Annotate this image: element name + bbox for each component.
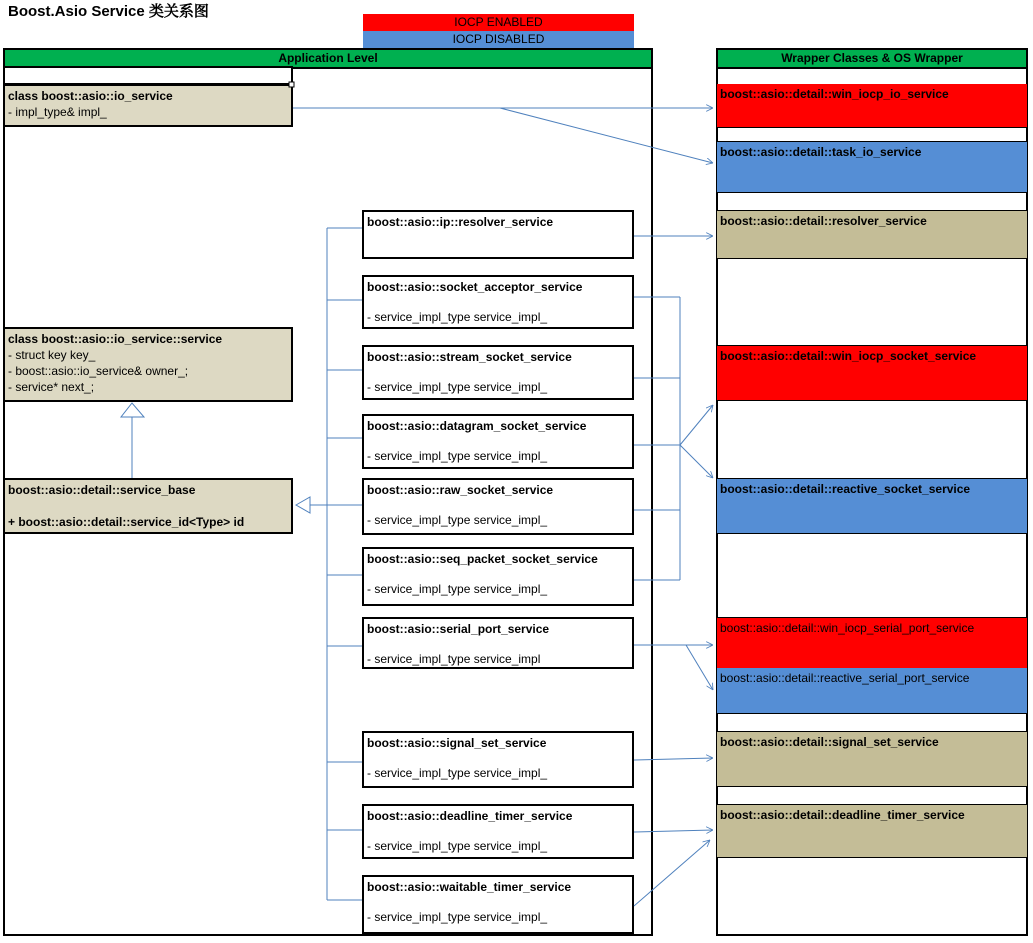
service-name: boost::asio::signal_set_service bbox=[367, 736, 547, 750]
service-base-spacer bbox=[8, 498, 288, 514]
service-class-name: class boost::asio::io_service::service bbox=[8, 332, 223, 346]
service-name: boost::asio::socket_acceptor_service bbox=[367, 280, 583, 294]
service-raw-socket bbox=[362, 478, 634, 535]
service-name: boost::asio::deadline_timer_service bbox=[367, 809, 573, 823]
wrapper-classes-header: Wrapper Classes & OS Wrapper bbox=[718, 50, 1026, 69]
wrapper-name: boost::asio::detail::win_iocp_socket_service bbox=[720, 349, 977, 363]
legend-iocp-disabled bbox=[363, 31, 634, 48]
wrapper-resolver-service bbox=[717, 210, 1027, 259]
service-deadline-timer bbox=[362, 804, 634, 859]
wrapper-name: boost::asio::detail::resolver_service bbox=[720, 214, 927, 228]
service-datagram-socket bbox=[362, 414, 634, 469]
wrapper-name: boost::asio::detail::reactive_socket_service bbox=[720, 482, 971, 496]
service-attr-next: - service* next_; bbox=[8, 380, 95, 394]
legend-iocp-enabled bbox=[363, 14, 634, 31]
wrapper-name: boost::asio::detail::task_io_service bbox=[720, 145, 922, 159]
wrapper-name: boost::asio::detail::deadline_timer_service bbox=[720, 808, 965, 822]
service-attr: - service_impl_type service_impl_ bbox=[367, 582, 548, 596]
service-attr-owner: - boost::asio::io_service& owner_; bbox=[8, 364, 189, 378]
wrapper-name: boost::asio::detail::reactive_serial_port_service bbox=[720, 671, 970, 685]
connector-serial-to-reactive bbox=[686, 645, 713, 690]
service-attr-key: - struct key key_ bbox=[8, 348, 96, 362]
wrapper-win-iocp-serial-port-service bbox=[717, 617, 1027, 668]
wrapper-reactive-serial-port-service bbox=[717, 668, 1027, 714]
service-resolver bbox=[362, 210, 634, 259]
service-attr: - service_impl_type service_impl_ bbox=[367, 839, 548, 853]
service-attr: - service_impl_type service_impl_ bbox=[367, 449, 548, 463]
service-socket-acceptor bbox=[362, 275, 634, 329]
io-service-attr: - impl_type& impl_ bbox=[8, 105, 107, 119]
service-attr: - service_impl_type service_impl_ bbox=[367, 910, 548, 924]
service-attr: - service_impl_type service_impl_ bbox=[367, 513, 548, 527]
io-service-service-class bbox=[3, 327, 293, 402]
wrapper-signal-set-service bbox=[717, 731, 1027, 787]
service-base-class bbox=[3, 478, 293, 534]
service-name: boost::asio::serial_port_service bbox=[367, 622, 550, 636]
wrapper-name: boost::asio::detail::signal_set_service bbox=[720, 735, 939, 749]
connector-socket-to-reactive bbox=[680, 445, 713, 478]
service-attr: - service_impl_type service_impl_ bbox=[367, 380, 548, 394]
service-name: boost::asio::raw_socket_service bbox=[367, 483, 554, 497]
service-name: boost::asio::datagram_socket_service bbox=[367, 419, 587, 433]
wrapper-reactive-socket-service bbox=[717, 478, 1027, 534]
wrapper-deadline-timer-service bbox=[717, 804, 1027, 858]
connector-socket-to-win-iocp bbox=[680, 405, 713, 445]
page-title: Boost.Asio Service 类关系图 bbox=[8, 3, 209, 20]
io-service-class-name: class boost::asio::io_service bbox=[8, 89, 173, 103]
wrapper-win-iocp-io-service bbox=[717, 84, 1027, 128]
service-attr: - service_impl_type service_impl_ bbox=[367, 766, 548, 780]
service-signal-set bbox=[362, 731, 634, 788]
service-name: boost::asio::stream_socket_service bbox=[367, 350, 572, 364]
wrapper-win-iocp-socket-service bbox=[717, 345, 1027, 401]
service-waitable-timer bbox=[362, 875, 634, 934]
service-attr: - service_impl_type service_impl_ bbox=[367, 310, 548, 324]
service-name: boost::asio::ip::resolver_service bbox=[367, 215, 554, 229]
service-stream-socket bbox=[362, 345, 634, 400]
io-service-class bbox=[3, 84, 293, 127]
wrapper-name: boost::asio::detail::win_iocp_serial_port_service bbox=[720, 621, 975, 635]
service-attr: - service_impl_type service_impl bbox=[367, 652, 541, 666]
wrapper-name: boost::asio::detail::win_iocp_io_service bbox=[720, 87, 949, 101]
io-service-top-compartment bbox=[3, 66, 293, 85]
service-serial-port bbox=[362, 617, 634, 669]
service-seq-packet-socket bbox=[362, 547, 634, 606]
application-level-header: Application Level bbox=[5, 50, 651, 69]
legend-iocp-enabled-label: IOCP ENABLED bbox=[454, 15, 543, 29]
legend-iocp-disabled-label: IOCP DISABLED bbox=[452, 32, 545, 46]
service-name: boost::asio::seq_packet_socket_service bbox=[367, 552, 598, 566]
wrapper-task-io-service bbox=[717, 141, 1027, 193]
service-name: boost::asio::waitable_timer_service bbox=[367, 880, 572, 894]
service-base-class-name: boost::asio::detail::service_base bbox=[8, 483, 196, 497]
service-base-attr-id: + boost::asio::detail::service_id<Type> id bbox=[8, 515, 245, 529]
